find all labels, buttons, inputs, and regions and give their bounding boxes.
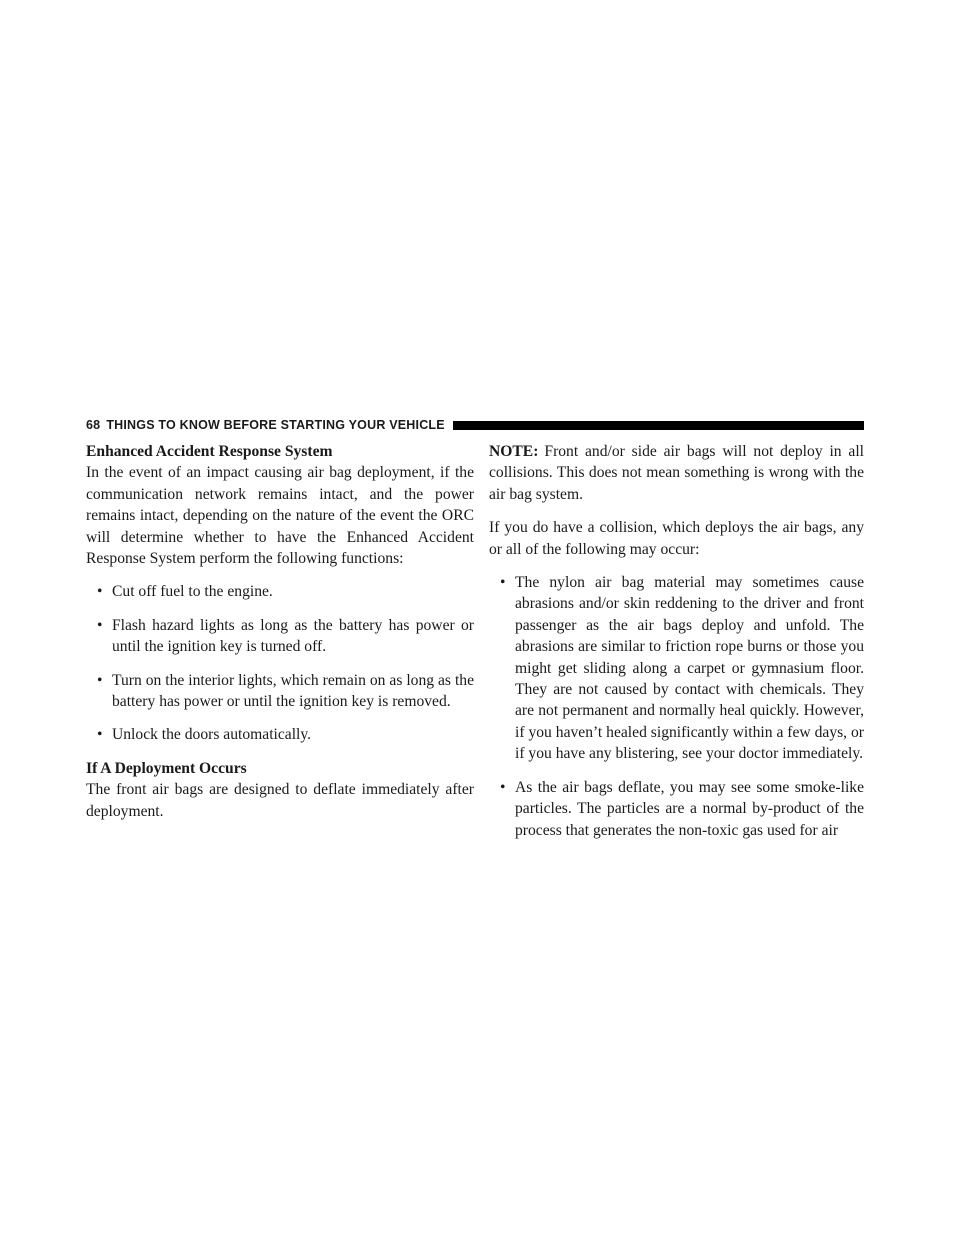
bullet-icon: • [97, 726, 103, 744]
bullet-icon: • [97, 616, 103, 634]
list-item-text: The nylon air bag material may sometimes cause abrasions and/or skin reddening to the driver and front passenger as the air bags deploy and unfold. The abrasions are similar to friction rope burns or those you might get sliding along a carpet or gymnasium floor. They are not caused by contact with chemicals. They are not permanent and normally heal quickly. However, if you haven’t healed significantly within a few days, or if you have any blistering, see your doctor immediately. [515, 574, 864, 763]
list-item [86, 581, 474, 602]
function-list [86, 581, 474, 745]
list-item-text: Cut off fuel to the engine. [112, 583, 273, 601]
right-column [489, 441, 864, 841]
bullet-icon: • [97, 671, 103, 689]
section-heading-deployment: If A Deployment Occurs [86, 759, 247, 777]
section-paragraph-deployment: The front air bags are designed to deflate immediately after deployment. [86, 781, 474, 820]
section-paragraph-enhanced-accident-response: In the event of an impact causing air bag deployment, if the communication network remains intact, and the power remains intact, depending on the nature of the event the ORC will determine whether to have the Enhanced Accident Response System perform the following functions: [86, 464, 474, 568]
list-item [86, 724, 474, 745]
list-item-text: Flash hazard lights as long as the battery has power or until the ignition key is turned off. [112, 616, 474, 656]
header-rule [453, 421, 864, 430]
page-header [86, 416, 864, 434]
list-item [86, 670, 474, 713]
chapter-title: THINGS TO KNOW BEFORE STARTING YOUR VEHICLE [106, 418, 445, 432]
page-number: 68 [86, 418, 101, 432]
note-paragraph [489, 441, 864, 505]
list-item [489, 777, 864, 841]
list-item-text: Unlock the doors automatically. [112, 726, 312, 744]
effects-list [489, 572, 864, 841]
list-item [489, 572, 864, 765]
section-heading-enhanced-accident-response: Enhanced Accident Response System [86, 443, 333, 460]
note-text: Front and/or side air bags will not deploy in all collisions. This does not mean something is wrong with the air bag system. [489, 443, 864, 503]
bullet-icon: • [500, 574, 506, 592]
list-item [86, 615, 474, 658]
list-item-text: Turn on the interior lights, which remain on as long as the battery has power or until the ignition key is removed. [112, 671, 474, 711]
note-label: NOTE: [489, 443, 539, 460]
bullet-icon: • [500, 778, 506, 796]
left-column [86, 441, 474, 822]
bullet-icon: • [97, 583, 103, 601]
collision-paragraph: If you do have a collision, which deploys the air bags, any or all of the following may occur: [489, 519, 864, 558]
list-item-text: As the air bags deflate, you may see some smoke-like particles. The particles are a normal by-product of the process that generates the non-toxic gas used for air [515, 778, 864, 839]
